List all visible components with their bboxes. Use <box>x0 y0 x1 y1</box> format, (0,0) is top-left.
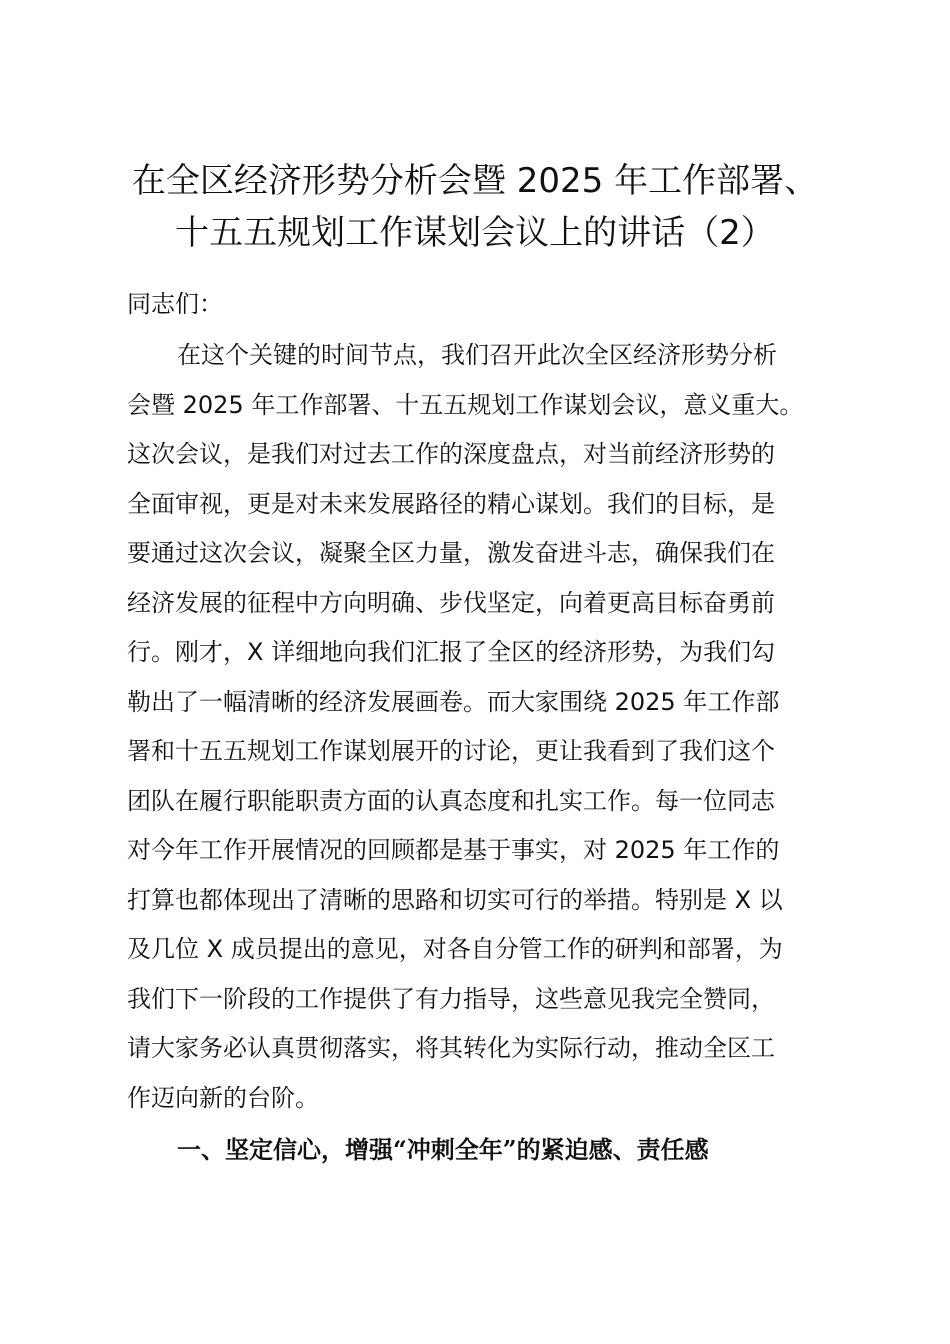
paragraph-line: 请大家务必认真贯彻落实，将其转化为实际行动，推动全区工 <box>127 1034 775 1062</box>
paragraph-line: 作迈向新的台阶。 <box>127 1084 319 1112</box>
paragraph-line: 要通过这次会议，凝聚全区力量，激发奋进斗志，确保我们在 <box>127 539 775 567</box>
paragraph-line: 打算也都体现出了清晰的思路和切实可行的举措。特别是 X 以 <box>127 886 783 914</box>
paragraph-line: 这次会议，是我们对过去工作的深度盘点，对当前经济形势的 <box>127 440 775 468</box>
section-heading: 一、坚定信心，增强“冲刺全年”的紧迫感、责任感 <box>177 1135 709 1164</box>
paragraph-line: 署和十五五规划工作谋划展开的讨论，更让我看到了我们这个 <box>127 737 775 765</box>
document-title-line-1: 在全区经济形势分析会暨 2025 年工作部署、 <box>131 161 819 201</box>
salutation: 同志们： <box>127 290 223 318</box>
paragraph-line: 对今年工作开展情况的回顾都是基于事实，对 2025 年工作的 <box>127 836 780 864</box>
document-title-line-2: 十五五规划工作谋划会议上的讲话（2） <box>175 213 775 253</box>
paragraph-line: 团队在履行职能职责方面的认真态度和扎实工作。每一位同志 <box>127 787 775 815</box>
paragraph-line: 全面审视，更是对未来发展路径的精心谋划。我们的目标，是 <box>127 490 775 518</box>
paragraph-line: 及几位 X 成员提出的意见，对各自分管工作的研判和部署，为 <box>127 935 783 963</box>
paragraph-line: 在这个关键的时间节点，我们召开此次全区经济形势分析 <box>177 341 777 369</box>
paragraph-line: 会暨 2025 年工作部署、十五五规划工作谋划会议，意义重大。 <box>127 391 804 419</box>
paragraph-line: 勒出了一幅清晰的经济发展画卷。而大家围绕 2025 年工作部 <box>127 688 780 716</box>
paragraph-line: 经济发展的征程中方向明确、步伐坚定，向着更高目标奋勇前 <box>127 589 775 617</box>
paragraph-line: 行。刚才，X 详细地向我们汇报了全区的经济形势，为我们勾 <box>127 638 776 666</box>
paragraph-line: 我们下一阶段的工作提供了有力指导，这些意见我完全赞同， <box>127 985 775 1013</box>
